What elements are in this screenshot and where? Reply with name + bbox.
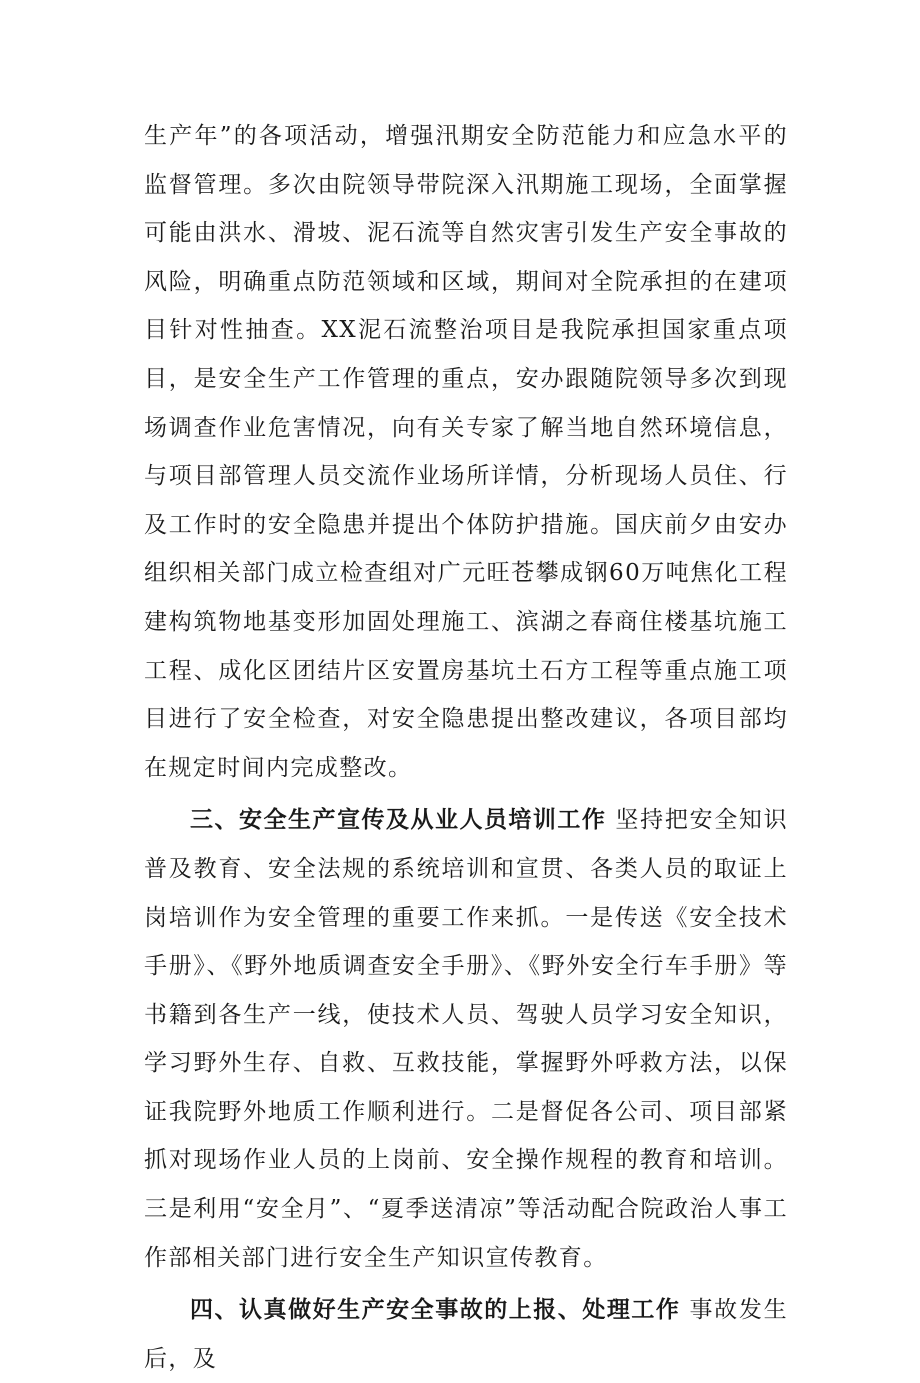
paragraph-section-3 xyxy=(144,796,788,1282)
paragraph-flood-safety: 生产年”的各项活动，增强汛期安全防范能力和应急水平的监督管理。多次由院领导带院深入汛期施工现场，全面掌握可能由洪水、滑坡、泥石流等自然灾害引发生产安全事故的风险，明确重点防范领域和区域，期间对全院承担的在建项目针对性抽查。XX泥石流整治项目是我院承担国家重点项目，是安全生产工作管理的重点，安办跟随院领导多次到现场调查作业危害情况，向有关专家了解当地自然环境信息，与项目部管理人员交流作业场所详情，分析现场人员住、行及工作时的安全隐患并提出个体防护措施。国庆前夕由安办组织相关部门成立检查组对广元旺苍攀成钢60万吨焦化工程建构筑物地基变形加固处理施工、滨湖之春商住楼基坑施工工程、成化区团结片区安置房基坑土石方工程等重点施工项目进行了安全检查，对安全隐患提出整改建议，各项目部均在规定时间内完成整改。 xyxy=(144,123,788,781)
paragraph-section-4 xyxy=(144,1286,788,1383)
section-4-heading: 四、认真做好生产安全事故的上报、处理工作 xyxy=(190,1297,681,1324)
section-3-heading: 三、安全生产宣传及从业人员培训工作 xyxy=(190,807,607,834)
section-4-body: 事故发生后，及 xyxy=(144,1297,788,1372)
document-body xyxy=(144,112,788,1383)
section-3-body: 坚持把安全知识普及教育、安全法规的系统培训和宣贯、各类人员的取证上岗培训作为安全管理的重要工作来抓。一是传送《安全技术手册》、《野外地质调查安全手册》、《野外安全行车手册》等书籍到各生产一线，使技术人员、驾驶人员学习安全知识，学习野外生存、自救、互救技能，掌握野外呼救方法，以保证我院野外地质工作顺利进行。二是督促各公司、项目部紧抓对现场作业人员的上岗前、安全操作规程的教育和培训。三是利用“安全月”、“夏季送清凉”等活动配合院政治人事工作部相关部门进行安全生产知识宣传教育。 xyxy=(144,807,788,1271)
